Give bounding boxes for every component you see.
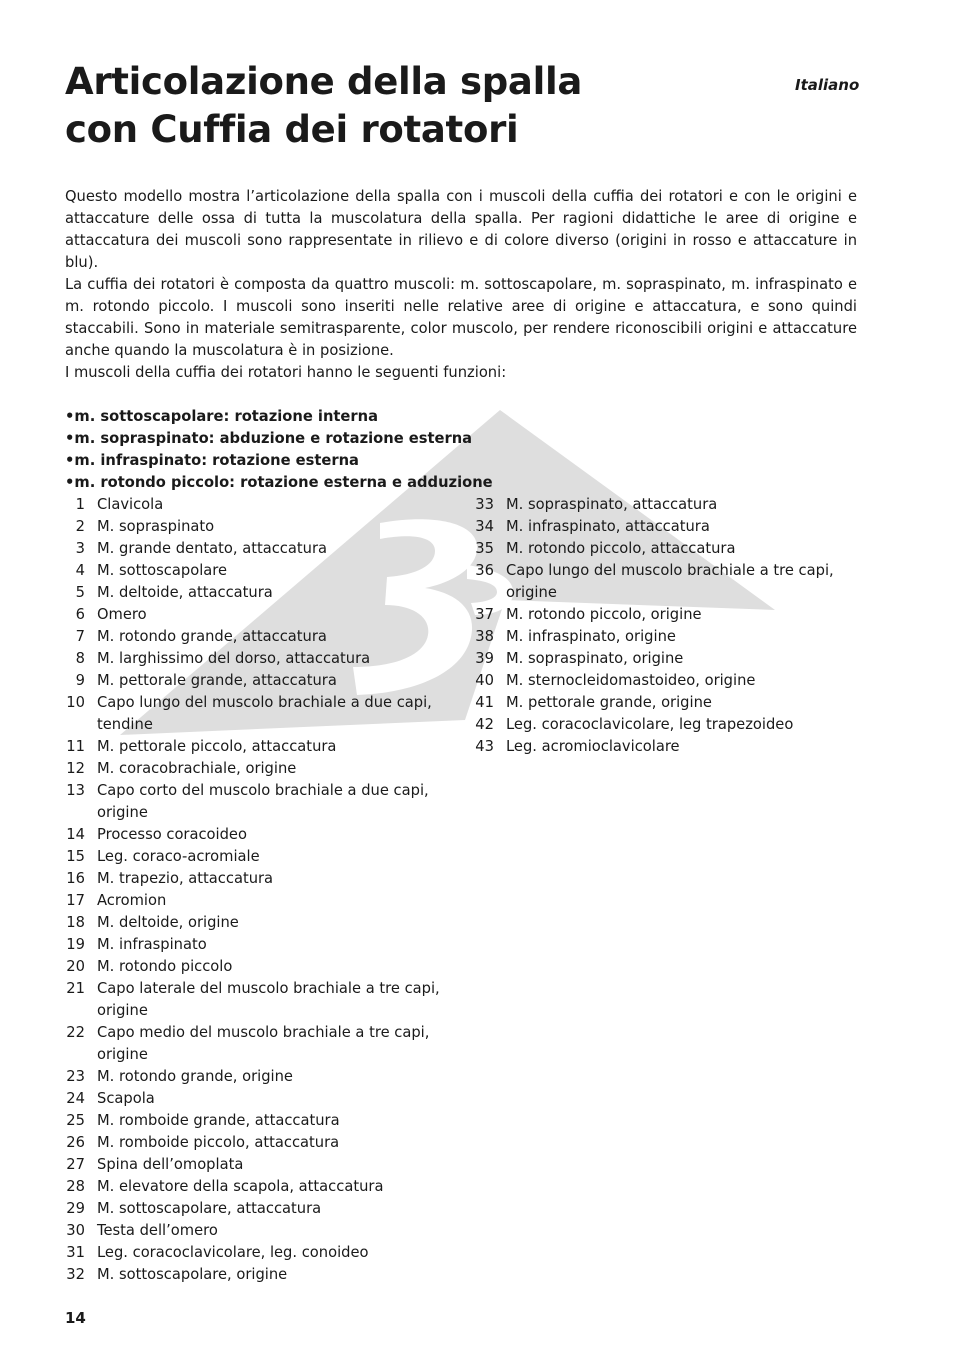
legend-number: 23 <box>66 1068 85 1085</box>
legend-number: 18 <box>66 914 85 931</box>
legend-text: M. infraspinato <box>97 936 207 953</box>
function-item: • m. sottoscapolare: rotazione interna <box>65 406 857 428</box>
legend-number: 43 <box>475 738 494 755</box>
legend-number: 25 <box>66 1112 85 1129</box>
legend-item <box>65 934 465 956</box>
legend-text: M. larghissimo del dorso, attaccatura <box>97 650 371 667</box>
functions-list <box>65 406 857 494</box>
legend-item <box>65 1088 465 1110</box>
legend-text: M. sternocleidomastoideo, origine <box>506 672 756 689</box>
legend-item <box>65 582 465 604</box>
legend-item <box>65 626 465 648</box>
legend-number: 17 <box>66 892 85 909</box>
legend-text: Leg. acromioclavicolare <box>506 738 680 755</box>
legend-number: 9 <box>75 672 85 689</box>
page-number: 14 <box>65 1309 86 1327</box>
legend-text: M. pettorale grande, origine <box>506 694 712 711</box>
legend-text: M. coracobrachiale, origine <box>97 760 297 777</box>
legend-text: Capo lungo del muscolo brachiale a tre capi, origine <box>506 562 834 601</box>
legend-number: 39 <box>475 650 494 667</box>
legend-text: M. sottoscapolare <box>97 562 228 579</box>
legend-text: Leg. coracoclavicolare, leg trapezoideo <box>506 716 794 733</box>
legend-item <box>65 1176 465 1198</box>
legend-text: M. infraspinato, origine <box>506 628 676 645</box>
legend-item <box>65 890 465 912</box>
legend-text: M. rotondo piccolo, origine <box>506 606 702 623</box>
legend-text: M. romboide piccolo, attaccatura <box>97 1134 340 1151</box>
title-line-2: con Cuffia dei rotatori <box>65 108 519 151</box>
legend-number: 42 <box>475 716 494 733</box>
legend-item <box>474 736 869 758</box>
page-title <box>65 58 582 154</box>
legend-text: Leg. coracoclavicolare, leg. conoideo <box>97 1244 369 1261</box>
legend-text: M. sopraspinato, origine <box>506 650 684 667</box>
legend-number: 31 <box>66 1244 85 1261</box>
legend-number: 41 <box>475 694 494 711</box>
legend-item <box>65 648 465 670</box>
legend-item <box>65 670 465 692</box>
function-item: • m. infraspinato: rotazione esterna <box>65 450 857 472</box>
legend-text: M. rotondo grande, origine <box>97 1068 293 1085</box>
legend-number: 12 <box>66 760 85 777</box>
legend-item <box>474 648 869 670</box>
legend-text: M. pettorale grande, attaccatura <box>97 672 337 689</box>
legend-number: 2 <box>75 518 85 535</box>
legend-item <box>65 1264 465 1286</box>
legend-number: 19 <box>66 936 85 953</box>
legend-item <box>474 560 869 604</box>
legend-text: M. trapezio, attaccatura <box>97 870 274 887</box>
legend-text: M. romboide grande, attaccatura <box>97 1112 340 1129</box>
legend-number: 33 <box>475 496 494 513</box>
legend-text: M. infraspinato, attaccatura <box>506 518 710 535</box>
legend-item <box>65 846 465 868</box>
legend-number: 40 <box>475 672 494 689</box>
legend-text: M. pettorale piccolo, attaccatura <box>97 738 337 755</box>
legend-number: 6 <box>75 606 85 623</box>
legend-item <box>65 604 465 626</box>
intro-paragraph: La cuffia dei rotatori è composta da quattro muscoli: m. sottoscapolare, m. sopraspinato, m. infraspinato e m. rotondo piccolo. I muscoli sono inseriti nelle relative aree di origine e attaccatura, e sono quindi staccabili. Sono in materiale semitrasparente, color muscolo, per rendere riconoscibili origini e attaccature anche quando la muscolatura è in posizione. <box>65 276 857 359</box>
legend-number: 22 <box>66 1024 85 1041</box>
legend-item <box>65 736 465 758</box>
legend-text: Leg. coraco-acromiale <box>97 848 260 865</box>
legend-text: M. sopraspinato <box>97 518 215 535</box>
legend-item <box>65 1132 465 1154</box>
legend-item <box>474 494 869 516</box>
legend-text: Capo laterale del muscolo brachiale a tre capi, origine <box>97 980 440 1019</box>
legend-item <box>474 516 869 538</box>
legend-text: Capo lungo del muscolo brachiale a due capi, tendine <box>97 694 432 733</box>
legend-text: Capo medio del muscolo brachiale a tre capi, origine <box>97 1024 430 1063</box>
legend-text: Omero <box>97 606 147 623</box>
legend-text: Spina dell’omoplata <box>97 1156 244 1173</box>
legend-number: 20 <box>66 958 85 975</box>
function-item: • m. rotondo piccolo: rotazione esterna e adduzione <box>65 472 857 494</box>
legend-number: 11 <box>66 738 85 755</box>
legend-item <box>65 1220 465 1242</box>
intro-text <box>65 186 857 494</box>
intro-paragraph: Questo modello mostra l’articolazione della spalla con i muscoli della cuffia dei rotatori e con le origini e attaccature delle ossa di tutta la muscolatura della spalla. Per ragioni didattiche le aree di origine e attaccatura dei muscoli sono rappresentate in rilievo e di colore diverso (origini in rosso e attaccature in blu). <box>65 188 857 271</box>
legend-item <box>65 538 465 560</box>
legend-text: M. elevatore della scapola, attaccatura <box>97 1178 384 1195</box>
legend-item <box>65 1110 465 1132</box>
legend-text: Scapola <box>97 1090 155 1107</box>
legend-item <box>474 538 869 560</box>
legend-item <box>474 604 869 626</box>
legend-number: 7 <box>75 628 85 645</box>
legend-item <box>65 780 465 824</box>
legend-number: 34 <box>475 518 494 535</box>
legend-number: 21 <box>66 980 85 997</box>
legend-item <box>474 626 869 648</box>
legend-item <box>65 1154 465 1176</box>
legend-number: 30 <box>66 1222 85 1239</box>
legend-text: Processo coracoideo <box>97 826 247 843</box>
legend-text: Clavicola <box>97 496 164 513</box>
legend-item <box>65 1066 465 1088</box>
legend-number: 15 <box>66 848 85 865</box>
legend-number: 4 <box>75 562 85 579</box>
legend-item <box>65 978 465 1022</box>
legend-item <box>65 494 465 516</box>
legend-number: 27 <box>66 1156 85 1173</box>
legend-number: 8 <box>75 650 85 667</box>
legend-item <box>65 758 465 780</box>
legend-number: 13 <box>66 782 85 799</box>
legend-item <box>65 560 465 582</box>
legend-item <box>65 1198 465 1220</box>
title-line-1: Articolazione della spalla <box>65 60 583 103</box>
legend-item <box>474 714 869 736</box>
legend-text: M. rotondo grande, attaccatura <box>97 628 327 645</box>
legend-text: M. rotondo piccolo <box>97 958 233 975</box>
legend-text: Capo corto del muscolo brachiale a due capi, origine <box>97 782 429 821</box>
legend-list-right <box>474 494 869 758</box>
legend-number: 29 <box>66 1200 85 1217</box>
legend-item <box>65 956 465 978</box>
legend-item <box>65 824 465 846</box>
legend-number: 35 <box>475 540 494 557</box>
legend-item <box>65 1242 465 1264</box>
language-label: Italiano <box>795 76 860 94</box>
intro-paragraph: I muscoli della cuffia dei rotatori hanno le seguenti funzioni: <box>65 364 507 381</box>
legend-number: 38 <box>475 628 494 645</box>
legend-number: 26 <box>66 1134 85 1151</box>
legend-text: M. grande dentato, attaccatura <box>97 540 327 557</box>
legend-text: M. rotondo piccolo, attaccatura <box>506 540 736 557</box>
legend-item <box>65 692 465 736</box>
legend-text: M. sopraspinato, attaccatura <box>506 496 718 513</box>
legend-item <box>65 868 465 890</box>
legend-text: M. deltoide, attaccatura <box>97 584 273 601</box>
legend-item <box>65 912 465 934</box>
legend-text: M. sottoscapolare, attaccatura <box>97 1200 322 1217</box>
legend-text: M. deltoide, origine <box>97 914 239 931</box>
legend-item <box>65 1022 465 1066</box>
legend-number: 32 <box>66 1266 85 1283</box>
legend-number: 16 <box>66 870 85 887</box>
legend-text: Testa dell’omero <box>97 1222 218 1239</box>
legend-number: 14 <box>66 826 85 843</box>
legend-number: 3 <box>75 540 85 557</box>
legend-number: 10 <box>66 694 85 711</box>
legend-item <box>474 692 869 714</box>
legend-list-left <box>65 494 465 1286</box>
legend-number: 37 <box>475 606 494 623</box>
legend-number: 24 <box>66 1090 85 1107</box>
legend-text: M. sottoscapolare, origine <box>97 1266 288 1283</box>
function-item: • m. sopraspinato: abduzione e rotazione esterna <box>65 428 857 450</box>
legend-number: 5 <box>75 584 85 601</box>
legend-item <box>65 516 465 538</box>
legend-item <box>474 670 869 692</box>
legend-text: Acromion <box>97 892 167 909</box>
legend-number: 28 <box>66 1178 85 1195</box>
legend-number: 1 <box>75 496 85 513</box>
legend-number: 36 <box>475 562 494 579</box>
